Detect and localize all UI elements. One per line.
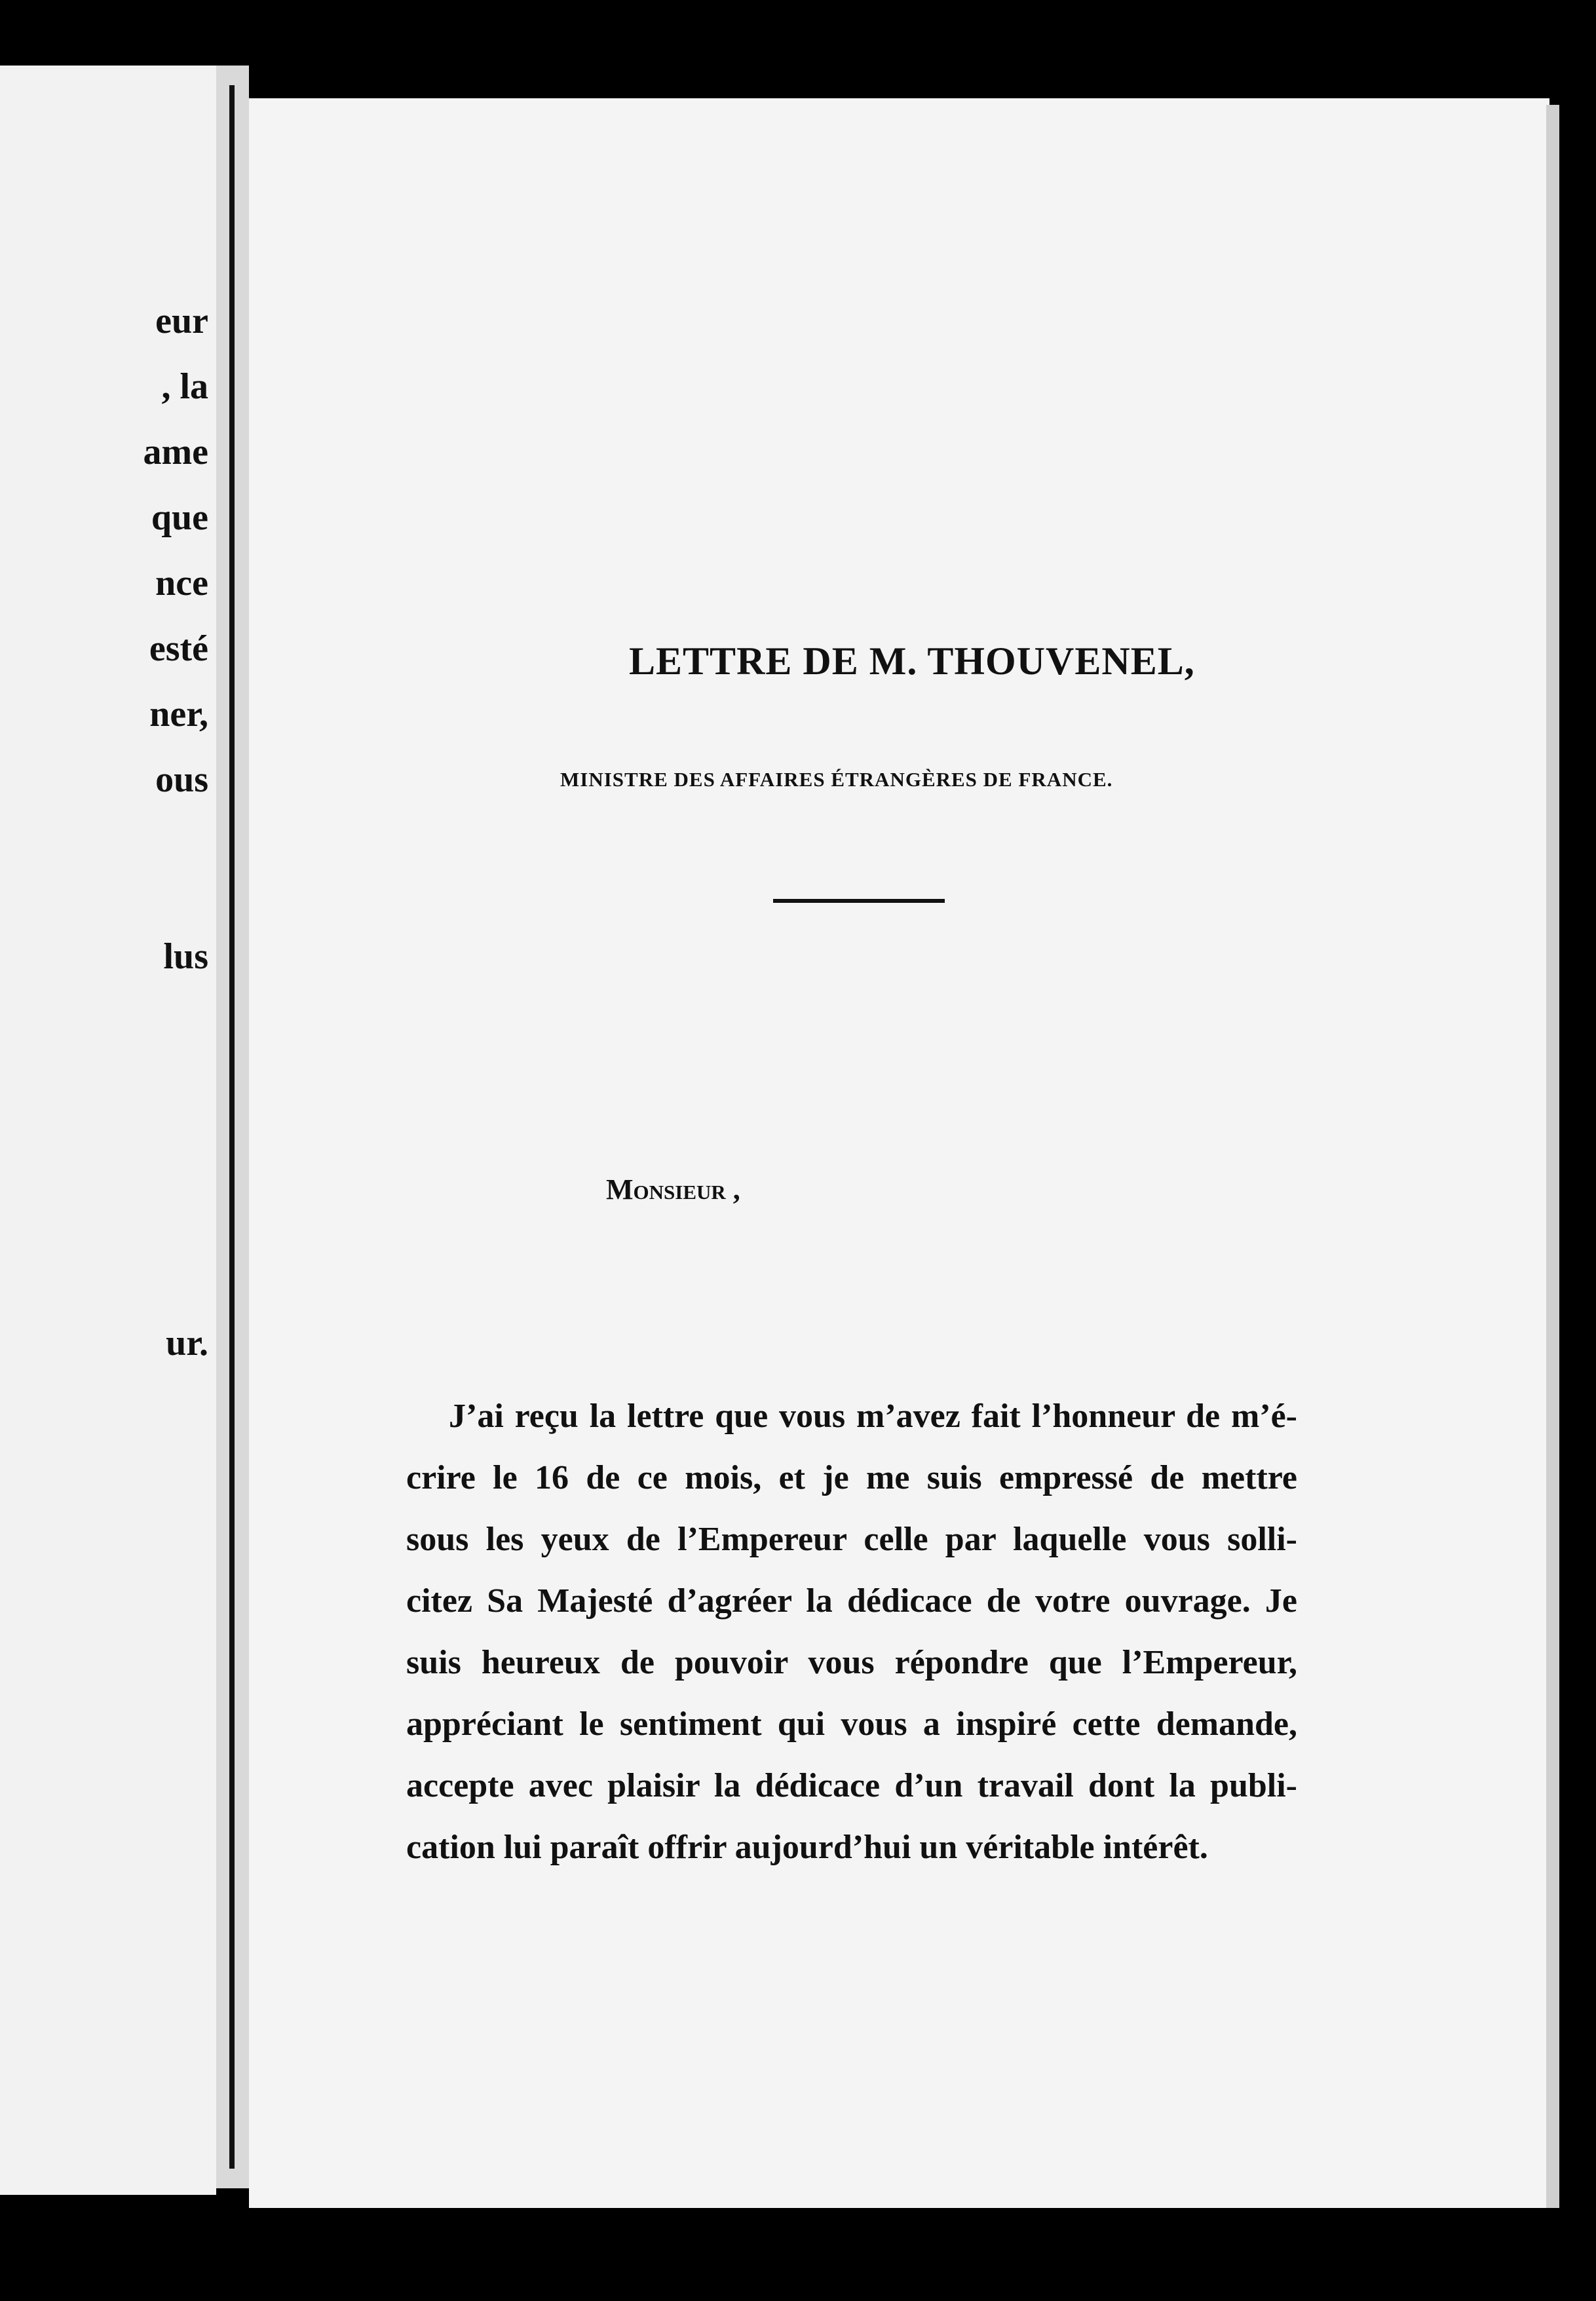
letter-body bbox=[406, 1386, 1297, 1878]
left-fragment: ous bbox=[155, 759, 208, 800]
left-fragment: eur bbox=[155, 301, 208, 341]
right-page bbox=[249, 98, 1549, 2208]
left-page bbox=[0, 66, 216, 2195]
left-fragment: que bbox=[151, 497, 208, 538]
left-fragment: , la bbox=[161, 366, 208, 407]
body-line: crire le 16 de ce mois, et je me suis empressé de mettre bbox=[406, 1459, 1297, 1496]
left-fragment: ur. bbox=[166, 1323, 208, 1363]
divider-rule bbox=[773, 899, 945, 903]
salutation: Monsieur , bbox=[606, 1173, 740, 1206]
letter-subtitle: MINISTRE DES AFFAIRES ÉTRANGÈRES DE FRANCE. bbox=[560, 768, 1113, 791]
letter-title: LETTRE DE M. THOUVENEL, bbox=[629, 639, 1195, 683]
left-fragment: esté bbox=[149, 628, 208, 669]
page-edge bbox=[1546, 105, 1559, 2208]
left-fragment: ame bbox=[143, 432, 208, 472]
body-line: sous les yeux de l’Empereur celle par laquelle vous solli- bbox=[406, 1521, 1297, 1558]
body-line: citez Sa Majesté d’agréer la dédicace de votre ouvrage. Je bbox=[406, 1582, 1297, 1620]
body-line: cation lui paraît offrir aujourd’hui un véritable intérêt. bbox=[406, 1829, 1208, 1866]
left-fragment: lus bbox=[163, 936, 208, 977]
body-line: J’ai reçu la lettre que vous m’avez fait l’honneur de m’é- bbox=[449, 1398, 1297, 1435]
binding-line bbox=[229, 85, 235, 2169]
body-line: appréciant le sentiment qui vous a inspiré cette demande, bbox=[406, 1705, 1297, 1743]
body-line: accepte avec plaisir la dédicace d’un travail dont la publi- bbox=[406, 1767, 1297, 1804]
left-fragment: ner, bbox=[149, 694, 208, 734]
left-fragment: nce bbox=[155, 563, 208, 603]
body-line: suis heureux de pouvoir vous répondre que l’Empereur, bbox=[406, 1644, 1297, 1681]
